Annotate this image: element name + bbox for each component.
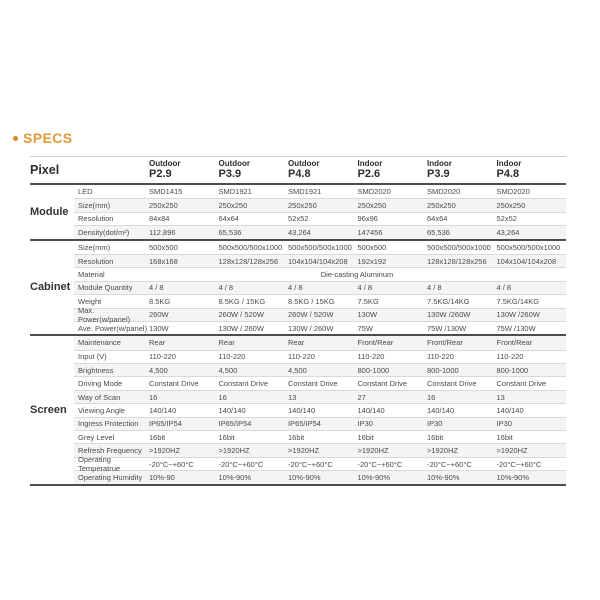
spec-cell: 110-220 (149, 352, 176, 362)
spec-cell: Front/Rear (496, 338, 533, 348)
spec-cell: 500x500 (357, 242, 387, 252)
spec-cell: 96x96 (357, 214, 378, 224)
spec-cell: 104x104/104x208 (288, 256, 348, 266)
spec-cell: 250x250 (288, 201, 317, 211)
page-title (13, 130, 72, 146)
row-label: Resolution (78, 256, 114, 266)
spec-cell: 4 / 8 (218, 283, 234, 293)
table-row (74, 350, 566, 363)
spec-cell: 168x168 (149, 256, 178, 266)
spec-cell: 110-220 (427, 352, 454, 362)
spec-cell: 260W / 520W (218, 310, 264, 320)
row-label: Resolution (78, 214, 114, 224)
spec-cell: -20°C~+60°C (288, 459, 333, 469)
spec-cell: -20°C~+60°C (357, 459, 403, 469)
column-location: Outdoor (288, 159, 320, 169)
spec-cell: 4,500 (288, 365, 307, 375)
column-location: Indoor (357, 159, 383, 169)
spec-cell: 4,500 (218, 365, 238, 375)
spec-cell: 43,264 (496, 227, 520, 237)
table-row (74, 281, 566, 294)
spec-cell: IP65/IP54 (149, 419, 182, 429)
specs-table (30, 156, 566, 486)
row-label: Maintenance (78, 338, 121, 348)
spec-cell: 65,536 (427, 227, 450, 237)
column-model: P4.8 (496, 168, 520, 181)
row-label: Viewing Angle (78, 405, 125, 415)
spec-cell: Constant Drive (427, 379, 477, 389)
spec-cell: Constant Drive (218, 379, 269, 389)
row-label: Input (V) (78, 352, 107, 362)
spec-cell: 4 / 8 (496, 283, 512, 293)
table-row (74, 225, 566, 238)
row-label: Refresh Frequency (78, 446, 142, 456)
spec-cell: >1920HZ (288, 446, 320, 456)
spec-cell: 16 (218, 392, 227, 402)
spec-cell: 250x250 (496, 201, 526, 211)
spec-cell: Rear (218, 338, 235, 348)
table-row (74, 267, 566, 280)
row-label: Module Quantity (78, 283, 133, 293)
spec-cell: 27 (357, 392, 366, 402)
spec-cell: >1920HZ (496, 446, 528, 456)
spec-cell: 7.5KG/14KG (427, 296, 470, 306)
spec-cell: 10%-90% (357, 472, 391, 482)
table-row (74, 455, 566, 474)
spec-cell: 500x500/500x1000 (496, 242, 561, 252)
page-title-text: SPECS (23, 130, 73, 146)
table-row (74, 185, 566, 198)
spec-cell: 110-220 (496, 352, 524, 362)
row-label: Material (78, 270, 105, 280)
spec-cell: IP65/IP54 (218, 419, 252, 429)
spec-cell: 7.5KG/14KG (496, 296, 540, 306)
spec-cell: Rear (149, 338, 166, 348)
row-label: Weight (78, 296, 102, 306)
spec-cell: 128x128/128x256 (427, 256, 487, 266)
spec-cell: 65,536 (218, 227, 242, 237)
spec-cell: 16bit (288, 432, 305, 442)
spec-cell: >1920HZ (149, 446, 181, 456)
spec-cell: 16 (427, 392, 436, 402)
table-header-row (30, 156, 566, 185)
spec-cell: SMD2020 (496, 187, 530, 197)
spec-cell: >1920HZ (218, 446, 250, 456)
spec-cell: 130W /260W (427, 310, 471, 320)
spec-cell: 4,500 (149, 365, 168, 375)
spec-cell: 500x500/500x1000 (427, 242, 491, 252)
spec-cell: 13 (288, 392, 297, 402)
row-label: Size(mm) (78, 201, 111, 211)
table-row (74, 403, 566, 416)
spec-cell: 84x84 (149, 214, 170, 224)
spec-cell: 16bit (496, 432, 513, 442)
spec-cell: 16bit (357, 432, 374, 442)
spec-cell: Constant Drive (288, 379, 338, 389)
row-label: Way of Scan (78, 392, 121, 402)
column-header (287, 159, 357, 181)
spec-cell: -20°C~+60°C (218, 459, 264, 469)
spec-cell: SMD2020 (427, 187, 461, 197)
spec-cell: IP30 (357, 419, 373, 429)
spec-span-cell: Die-casting Aluminum (320, 270, 394, 280)
table-body (30, 185, 566, 486)
row-label: Max. Power(w/panel) (78, 305, 131, 324)
spec-cell: 4 / 8 (149, 283, 164, 293)
spec-cell: 75W (357, 323, 373, 333)
spec-cell: SMD1921 (218, 187, 252, 197)
group-label: Module (30, 205, 69, 218)
group-label: Screen (30, 403, 67, 416)
table-row (74, 198, 566, 211)
column-headers (148, 159, 566, 181)
spec-cell: 110-220 (288, 352, 315, 362)
spec-cell: IP30 (496, 419, 512, 429)
spec-cell: 52x52 (496, 214, 517, 224)
column-header (496, 159, 566, 181)
spec-cell: 800-1000 (427, 365, 459, 375)
spec-cell: SMD1921 (288, 187, 322, 197)
column-location: Indoor (427, 159, 452, 169)
spec-cell: 110-220 (357, 352, 385, 362)
column-header (148, 159, 218, 181)
spec-cell: Constant Drive (496, 379, 547, 389)
table-group (30, 336, 566, 485)
column-header (218, 159, 288, 181)
column-model: P2.9 (149, 168, 172, 181)
column-header (357, 159, 427, 181)
table-row (74, 417, 566, 430)
spec-cell: 8.5KG / 15KG (288, 296, 335, 306)
bullet-icon (13, 136, 18, 141)
spec-cell: 260W (149, 310, 169, 320)
spec-cell: 7.5KG (357, 296, 379, 306)
table-row (74, 241, 566, 254)
column-location: Indoor (496, 159, 522, 169)
spec-cell: 10%-90% (218, 472, 252, 482)
spec-cell: 4 / 8 (357, 283, 373, 293)
spec-cell: 64x64 (218, 214, 239, 224)
row-label: Operating Temperatrue (78, 455, 121, 474)
spec-cell: 130W /260W (496, 310, 540, 320)
spec-cell: 8.5KG / 15KG (218, 296, 266, 306)
group-rows (74, 185, 566, 239)
spec-cell: SMD2020 (357, 187, 391, 197)
spec-cell: 52x52 (288, 214, 309, 224)
table-row (74, 321, 566, 334)
spec-cell: 800-1000 (496, 365, 529, 375)
spec-cell: 8.5KG (149, 296, 171, 306)
spec-cell: IP30 (427, 419, 443, 429)
table-row (74, 470, 566, 483)
spec-cell: 128x128/128x256 (218, 256, 279, 266)
table-group (30, 241, 566, 337)
spec-cell: -20°C~+60°C (427, 459, 472, 469)
spec-cell: 130W / 260W (288, 323, 334, 333)
column-model: P4.8 (288, 168, 311, 181)
table-row (74, 336, 566, 349)
table-row (74, 212, 566, 225)
spec-cell: 64x64 (427, 214, 448, 224)
row-label: Brightness (78, 365, 114, 375)
spec-cell: >1920HZ (427, 446, 459, 456)
spec-cell: 140/140 (288, 405, 316, 415)
group-rows (74, 336, 566, 483)
spec-cell: 16bit (218, 432, 235, 442)
row-label: Size(mm) (78, 242, 111, 252)
spec-cell: Constant Drive (149, 379, 199, 389)
spec-cell: 10%-90% (427, 472, 460, 482)
column-location: Outdoor (218, 159, 251, 169)
group-label: Cabinet (30, 281, 71, 294)
spec-cell: 250x250 (149, 201, 178, 211)
column-location: Outdoor (149, 159, 181, 169)
row-label: Operating Humidity (78, 472, 143, 482)
spec-cell: 16bit (427, 432, 444, 442)
table-group (30, 185, 566, 241)
spec-cell: Front/Rear (357, 338, 394, 348)
spec-cell: 13 (496, 392, 505, 402)
column-model: P3.9 (427, 168, 450, 181)
spec-cell: -20°C~+60°C (149, 459, 194, 469)
table-row (74, 305, 566, 324)
spec-cell: 250x250 (218, 201, 248, 211)
spec-cell: 140/140 (427, 405, 455, 415)
spec-cell: 16 (149, 392, 158, 402)
table-row (74, 376, 566, 389)
spec-cell: 140/140 (149, 405, 177, 415)
spec-cell: SMD1415 (149, 187, 183, 197)
spec-cell: 250x250 (357, 201, 387, 211)
spec-cell: 110-220 (218, 352, 246, 362)
spec-cell: 104x104/104x208 (496, 256, 557, 266)
spec-cell: 10%-90% (288, 472, 321, 482)
column-model: P3.9 (218, 168, 242, 181)
spec-cell: 140/140 (496, 405, 524, 415)
spec-cell: 500x500/500x1000 (218, 242, 283, 252)
spec-cell: 10%-90% (496, 472, 530, 482)
spec-cell: 800-1000 (357, 365, 390, 375)
spec-cell: 16bit (149, 432, 166, 442)
spec-cell: 250x250 (427, 201, 456, 211)
spec-cell: 75W /130W (427, 323, 467, 333)
group-rows (74, 241, 566, 335)
spec-cell: 500x500/500x1000 (288, 242, 352, 252)
spec-cell: 4 / 8 (288, 283, 303, 293)
table-row (74, 254, 566, 267)
column-model: P2.6 (357, 168, 381, 181)
table-row (74, 430, 566, 443)
spec-cell: IP65/IP54 (288, 419, 321, 429)
spec-cell: 147456 (357, 227, 383, 237)
spec-cell: Front/Rear (427, 338, 463, 348)
spec-cell: 140/140 (218, 405, 246, 415)
spec-cell: 500x500 (149, 242, 178, 252)
spec-cell: 130W (149, 323, 169, 333)
row-label: Grey Level (78, 432, 115, 442)
spec-cell: >1920HZ (357, 446, 389, 456)
spec-cell: 130W / 260W (218, 323, 264, 333)
spec-cell: Constant Drive (357, 379, 408, 389)
row-label: Driving Mode (78, 379, 123, 389)
spec-cell: 260W / 520W (288, 310, 334, 320)
row-label: LED (78, 187, 93, 197)
header-group-label: Pixel (30, 163, 60, 177)
row-label: Ave. Power(w/panel) (78, 323, 148, 333)
spec-cell: 112,896 (149, 227, 176, 237)
spec-cell: 10%-90 (149, 472, 175, 482)
spec-cell: 140/140 (357, 405, 385, 415)
row-label: Density(dot/m²) (78, 227, 130, 237)
row-label: Ingress Protection (78, 419, 139, 429)
spec-cell: Rear (288, 338, 305, 348)
spec-cell: 43,264 (288, 227, 311, 237)
spec-cell: 75W /130W (496, 323, 536, 333)
table-row (74, 363, 566, 376)
spec-cell: 192x192 (357, 256, 387, 266)
column-header (426, 159, 496, 181)
spec-cell: -20°C~+60°C (496, 459, 542, 469)
spec-cell: 130W (357, 310, 378, 320)
table-row (74, 390, 566, 403)
spec-cell: 4 / 8 (427, 283, 442, 293)
